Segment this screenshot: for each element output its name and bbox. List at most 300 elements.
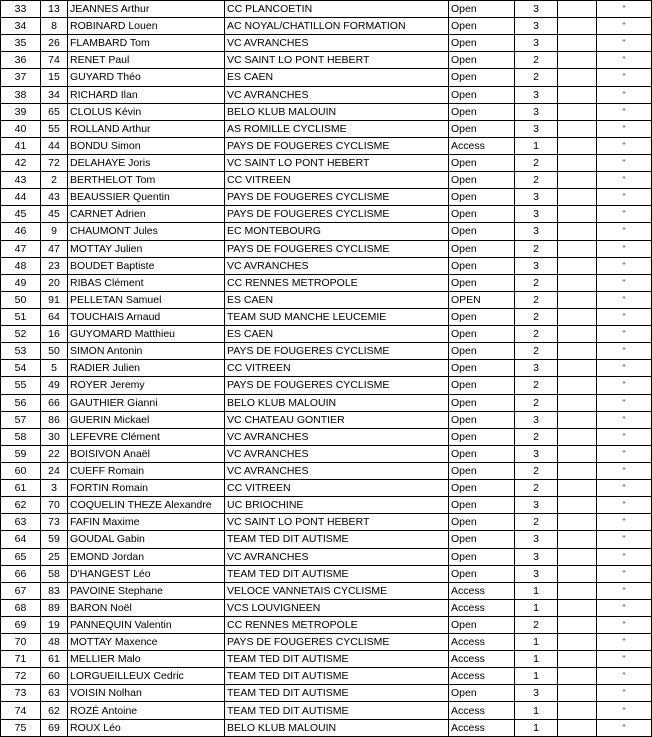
club-cell: ES CAEN	[225, 69, 449, 86]
club-cell: PAYS DE FOUGERES CYCLISME	[225, 240, 449, 257]
points-cell: "	[597, 445, 652, 462]
table-row	[1, 445, 652, 462]
rank-cell: 73	[1, 685, 41, 702]
rider-name-cell: D'HANGEST Léo	[68, 565, 225, 582]
rank-cell: 70	[1, 634, 41, 651]
race-type-cell: Open	[449, 172, 515, 189]
points-cell: "	[597, 52, 652, 69]
rider-name-cell: ROZÉ Antoine	[68, 702, 225, 719]
rank-cell: 56	[1, 394, 41, 411]
points-cell: "	[597, 462, 652, 479]
race-type-cell: Access	[449, 137, 515, 154]
category-cell: 3	[515, 445, 558, 462]
table-row	[1, 651, 652, 668]
bib-number-cell: 70	[41, 497, 68, 514]
empty-cell	[558, 462, 597, 479]
table-row	[1, 18, 652, 35]
category-cell: 3	[515, 548, 558, 565]
table-row	[1, 565, 652, 582]
table-row	[1, 308, 652, 325]
club-cell: BELO KLUB MALOUIN	[225, 394, 449, 411]
points-cell: "	[597, 411, 652, 428]
club-cell: VC AVRANCHES	[225, 445, 449, 462]
bib-number-cell: 66	[41, 394, 68, 411]
points-cell: "	[597, 394, 652, 411]
race-type-cell: Access	[449, 668, 515, 685]
empty-cell	[558, 582, 597, 599]
category-cell: 3	[515, 18, 558, 35]
empty-cell	[558, 103, 597, 120]
empty-cell	[558, 18, 597, 35]
empty-cell	[558, 411, 597, 428]
empty-cell	[558, 702, 597, 719]
category-cell: 2	[515, 394, 558, 411]
rank-cell: 62	[1, 497, 41, 514]
rider-name-cell: LORGUEILLEUX Cedric	[68, 668, 225, 685]
race-type-cell: Open	[449, 411, 515, 428]
race-type-cell: Access	[449, 582, 515, 599]
rank-cell: 51	[1, 308, 41, 325]
race-type-cell: Open	[449, 154, 515, 171]
category-cell: 1	[515, 651, 558, 668]
empty-cell	[558, 634, 597, 651]
rank-cell: 58	[1, 428, 41, 445]
category-cell: 2	[515, 326, 558, 343]
category-cell: 3	[515, 189, 558, 206]
bib-number-cell: 73	[41, 514, 68, 531]
club-cell: UC BRIOCHINE	[225, 497, 449, 514]
empty-cell	[558, 719, 597, 736]
rider-name-cell: RIBAS Clément	[68, 274, 225, 291]
rider-name-cell: FORTIN Romain	[68, 480, 225, 497]
race-type-cell: Open	[449, 514, 515, 531]
club-cell: VC SAINT LO PONT HEBERT	[225, 514, 449, 531]
rank-cell: 59	[1, 445, 41, 462]
category-cell: 3	[515, 497, 558, 514]
category-cell: 1	[515, 702, 558, 719]
club-cell: CC RENNES METROPOLE	[225, 616, 449, 633]
rider-name-cell: BARON Noël	[68, 599, 225, 616]
race-type-cell: Open	[449, 497, 515, 514]
results-body	[1, 1, 652, 737]
points-cell: "	[597, 480, 652, 497]
race-type-cell: Open	[449, 257, 515, 274]
rider-name-cell: TOUCHAIS Arnaud	[68, 308, 225, 325]
bib-number-cell: 20	[41, 274, 68, 291]
rider-name-cell: EMOND Jordan	[68, 548, 225, 565]
category-cell: 3	[515, 35, 558, 52]
empty-cell	[558, 257, 597, 274]
points-cell: "	[597, 1, 652, 18]
empty-cell	[558, 1, 597, 18]
rider-name-cell: ROUX Léo	[68, 719, 225, 736]
table-row	[1, 291, 652, 308]
race-type-cell: Open	[449, 548, 515, 565]
club-cell: TEAM TED DIT AUTISME	[225, 531, 449, 548]
points-cell: "	[597, 702, 652, 719]
bib-number-cell: 2	[41, 172, 68, 189]
race-type-cell: Open	[449, 685, 515, 702]
empty-cell	[558, 445, 597, 462]
club-cell: ES CAEN	[225, 326, 449, 343]
club-cell: TEAM TED DIT AUTISME	[225, 565, 449, 582]
race-type-cell: Access	[449, 651, 515, 668]
table-row	[1, 274, 652, 291]
rank-cell: 47	[1, 240, 41, 257]
empty-cell	[558, 360, 597, 377]
bib-number-cell: 22	[41, 445, 68, 462]
bib-number-cell: 16	[41, 326, 68, 343]
rider-name-cell: CUEFF Romain	[68, 462, 225, 479]
club-cell: CC VITREEN	[225, 360, 449, 377]
category-cell: 1	[515, 582, 558, 599]
rank-cell: 57	[1, 411, 41, 428]
rank-cell: 41	[1, 137, 41, 154]
bib-number-cell: 3	[41, 480, 68, 497]
empty-cell	[558, 599, 597, 616]
club-cell: PAYS DE FOUGERES CYCLISME	[225, 634, 449, 651]
bib-number-cell: 58	[41, 565, 68, 582]
rider-name-cell: BONDU Simon	[68, 137, 225, 154]
rider-name-cell: FLAMBARD Tom	[68, 35, 225, 52]
race-type-cell: Open	[449, 480, 515, 497]
table-row	[1, 685, 652, 702]
empty-cell	[558, 308, 597, 325]
table-row	[1, 206, 652, 223]
rider-name-cell: BEAUSSIER Quentin	[68, 189, 225, 206]
race-type-cell: Open	[449, 445, 515, 462]
empty-cell	[558, 616, 597, 633]
bib-number-cell: 65	[41, 103, 68, 120]
bib-number-cell: 61	[41, 651, 68, 668]
bib-number-cell: 86	[41, 411, 68, 428]
points-cell: "	[597, 582, 652, 599]
race-type-cell: Open	[449, 343, 515, 360]
bib-number-cell: 89	[41, 599, 68, 616]
race-type-cell: Access	[449, 719, 515, 736]
table-row	[1, 52, 652, 69]
points-cell: "	[597, 172, 652, 189]
empty-cell	[558, 531, 597, 548]
points-cell: "	[597, 548, 652, 565]
club-cell: VC AVRANCHES	[225, 86, 449, 103]
bib-number-cell: 44	[41, 137, 68, 154]
race-type-cell: Open	[449, 326, 515, 343]
table-row	[1, 428, 652, 445]
table-row	[1, 257, 652, 274]
rider-name-cell: GOUDAL Gabin	[68, 531, 225, 548]
empty-cell	[558, 154, 597, 171]
club-cell: VC SAINT LO PONT HEBERT	[225, 52, 449, 69]
category-cell: 2	[515, 240, 558, 257]
points-cell: "	[597, 86, 652, 103]
table-row	[1, 1, 652, 18]
rider-name-cell: GUYARD Théo	[68, 69, 225, 86]
points-cell: "	[597, 634, 652, 651]
rank-cell: 55	[1, 377, 41, 394]
points-cell: "	[597, 343, 652, 360]
table-row	[1, 172, 652, 189]
points-cell: "	[597, 616, 652, 633]
category-cell: 2	[515, 428, 558, 445]
category-cell: 2	[515, 514, 558, 531]
category-cell: 2	[515, 52, 558, 69]
rider-name-cell: LEFEVRE Clément	[68, 428, 225, 445]
race-type-cell: Open	[449, 103, 515, 120]
points-cell: "	[597, 514, 652, 531]
club-cell: CC VITREEN	[225, 480, 449, 497]
bib-number-cell: 63	[41, 685, 68, 702]
race-type-cell: Open	[449, 531, 515, 548]
points-cell: "	[597, 206, 652, 223]
race-type-cell: Open	[449, 120, 515, 137]
table-row	[1, 582, 652, 599]
points-cell: "	[597, 326, 652, 343]
race-type-cell: Open	[449, 206, 515, 223]
rank-cell: 42	[1, 154, 41, 171]
rank-cell: 46	[1, 223, 41, 240]
table-row	[1, 702, 652, 719]
rank-cell: 38	[1, 86, 41, 103]
club-cell: VC AVRANCHES	[225, 35, 449, 52]
points-cell: "	[597, 240, 652, 257]
race-type-cell: Access	[449, 634, 515, 651]
club-cell: VELOCE VANNETAIS CYCLISME	[225, 582, 449, 599]
rank-cell: 36	[1, 52, 41, 69]
race-type-cell: Open	[449, 86, 515, 103]
category-cell: 3	[515, 565, 558, 582]
bib-number-cell: 9	[41, 223, 68, 240]
rank-cell: 64	[1, 531, 41, 548]
bib-number-cell: 45	[41, 206, 68, 223]
bib-number-cell: 34	[41, 86, 68, 103]
rank-cell: 34	[1, 18, 41, 35]
empty-cell	[558, 274, 597, 291]
category-cell: 3	[515, 531, 558, 548]
points-cell: "	[597, 223, 652, 240]
points-cell: "	[597, 257, 652, 274]
rider-name-cell: CARNET Adrien	[68, 206, 225, 223]
race-type-cell: Open	[449, 616, 515, 633]
points-cell: "	[597, 668, 652, 685]
club-cell: VC SAINT LO PONT HEBERT	[225, 154, 449, 171]
category-cell: 2	[515, 274, 558, 291]
rank-cell: 44	[1, 189, 41, 206]
table-row	[1, 360, 652, 377]
rank-cell: 66	[1, 565, 41, 582]
race-type-cell: Open	[449, 240, 515, 257]
rank-cell: 33	[1, 1, 41, 18]
rider-name-cell: VOISIN Nolhan	[68, 685, 225, 702]
category-cell: 3	[515, 86, 558, 103]
table-row	[1, 343, 652, 360]
bib-number-cell: 72	[41, 154, 68, 171]
race-type-cell: Open	[449, 223, 515, 240]
empty-cell	[558, 428, 597, 445]
club-cell: TEAM SUD MANCHE LEUCEMIE	[225, 308, 449, 325]
points-cell: "	[597, 377, 652, 394]
table-row	[1, 154, 652, 171]
empty-cell	[558, 240, 597, 257]
category-cell: 2	[515, 462, 558, 479]
category-cell: 3	[515, 103, 558, 120]
points-cell: "	[597, 137, 652, 154]
empty-cell	[558, 514, 597, 531]
table-row	[1, 497, 652, 514]
empty-cell	[558, 565, 597, 582]
rider-name-cell: CLOLUS Kévin	[68, 103, 225, 120]
rider-name-cell: RICHARD Ilan	[68, 86, 225, 103]
table-row	[1, 223, 652, 240]
rank-cell: 61	[1, 480, 41, 497]
race-type-cell: Open	[449, 462, 515, 479]
empty-cell	[558, 137, 597, 154]
points-cell: "	[597, 35, 652, 52]
category-cell: 3	[515, 120, 558, 137]
empty-cell	[558, 548, 597, 565]
race-type-cell: Open	[449, 1, 515, 18]
bib-number-cell: 8	[41, 18, 68, 35]
category-cell: 2	[515, 291, 558, 308]
race-type-cell: Open	[449, 308, 515, 325]
points-cell: "	[597, 565, 652, 582]
category-cell: 2	[515, 343, 558, 360]
rider-name-cell: RENET Paul	[68, 52, 225, 69]
race-type-cell: Open	[449, 35, 515, 52]
bib-number-cell: 50	[41, 343, 68, 360]
points-cell: "	[597, 685, 652, 702]
rider-name-cell: MOTTAY Julien	[68, 240, 225, 257]
bib-number-cell: 59	[41, 531, 68, 548]
empty-cell	[558, 326, 597, 343]
points-cell: "	[597, 189, 652, 206]
rider-name-cell: BOUDET Baptiste	[68, 257, 225, 274]
race-type-cell: Open	[449, 428, 515, 445]
category-cell: 3	[515, 685, 558, 702]
club-cell: TEAM TED DIT AUTISME	[225, 685, 449, 702]
rider-name-cell: BOISIVON Anaël	[68, 445, 225, 462]
rank-cell: 52	[1, 326, 41, 343]
rider-name-cell: ROLLAND Arthur	[68, 120, 225, 137]
bib-number-cell: 23	[41, 257, 68, 274]
rank-cell: 48	[1, 257, 41, 274]
category-cell: 2	[515, 172, 558, 189]
rank-cell: 50	[1, 291, 41, 308]
points-cell: "	[597, 599, 652, 616]
club-cell: VC AVRANCHES	[225, 257, 449, 274]
empty-cell	[558, 35, 597, 52]
bib-number-cell: 15	[41, 69, 68, 86]
race-type-cell: OPEN	[449, 291, 515, 308]
empty-cell	[558, 172, 597, 189]
rider-name-cell: ROYER Jeremy	[68, 377, 225, 394]
race-type-cell: Access	[449, 702, 515, 719]
race-type-cell: Open	[449, 18, 515, 35]
empty-cell	[558, 668, 597, 685]
table-row	[1, 103, 652, 120]
rank-cell: 43	[1, 172, 41, 189]
empty-cell	[558, 685, 597, 702]
bib-number-cell: 13	[41, 1, 68, 18]
rank-cell: 67	[1, 582, 41, 599]
rider-name-cell: MELLIER Malo	[68, 651, 225, 668]
points-cell: "	[597, 103, 652, 120]
bib-number-cell: 48	[41, 634, 68, 651]
race-type-cell: Open	[449, 565, 515, 582]
rank-cell: 72	[1, 668, 41, 685]
rank-cell: 37	[1, 69, 41, 86]
rank-cell: 68	[1, 599, 41, 616]
rank-cell: 65	[1, 548, 41, 565]
category-cell: 3	[515, 223, 558, 240]
rank-cell: 49	[1, 274, 41, 291]
empty-cell	[558, 223, 597, 240]
table-row	[1, 548, 652, 565]
bib-number-cell: 91	[41, 291, 68, 308]
empty-cell	[558, 206, 597, 223]
race-type-cell: Open	[449, 274, 515, 291]
rank-cell: 40	[1, 120, 41, 137]
category-cell: 1	[515, 719, 558, 736]
bib-number-cell: 47	[41, 240, 68, 257]
points-cell: "	[597, 719, 652, 736]
table-row	[1, 668, 652, 685]
bib-number-cell: 49	[41, 377, 68, 394]
club-cell: VCS LOUVIGNEEN	[225, 599, 449, 616]
rank-cell: 35	[1, 35, 41, 52]
empty-cell	[558, 651, 597, 668]
rider-name-cell: GUYOMARD Matthieu	[68, 326, 225, 343]
empty-cell	[558, 189, 597, 206]
club-cell: VC AVRANCHES	[225, 462, 449, 479]
rank-cell: 75	[1, 719, 41, 736]
points-cell: "	[597, 274, 652, 291]
table-row	[1, 377, 652, 394]
bib-number-cell: 24	[41, 462, 68, 479]
empty-cell	[558, 120, 597, 137]
club-cell: AS ROMILLE CYCLISME	[225, 120, 449, 137]
category-cell: 3	[515, 411, 558, 428]
rider-name-cell: SIMON Antonin	[68, 343, 225, 360]
category-cell: 3	[515, 1, 558, 18]
points-cell: "	[597, 120, 652, 137]
bib-number-cell: 25	[41, 548, 68, 565]
empty-cell	[558, 480, 597, 497]
race-type-cell: Open	[449, 360, 515, 377]
category-cell: 3	[515, 206, 558, 223]
club-cell: PAYS DE FOUGERES CYCLISME	[225, 206, 449, 223]
rider-name-cell: FAFIN Maxime	[68, 514, 225, 531]
bib-number-cell: 26	[41, 35, 68, 52]
category-cell: 1	[515, 137, 558, 154]
club-cell: BELO KLUB MALOUIN	[225, 719, 449, 736]
club-cell: EC MONTEBOURG	[225, 223, 449, 240]
bib-number-cell: 69	[41, 719, 68, 736]
points-cell: "	[597, 154, 652, 171]
rider-name-cell: MOTTAY Maxence	[68, 634, 225, 651]
category-cell: 3	[515, 257, 558, 274]
table-row	[1, 35, 652, 52]
rider-name-cell: COQUELIN THEZE Alexandre	[68, 497, 225, 514]
race-type-cell: Open	[449, 52, 515, 69]
category-cell: 1	[515, 634, 558, 651]
bib-number-cell: 5	[41, 360, 68, 377]
rider-name-cell: GUERIN Mickael	[68, 411, 225, 428]
points-cell: "	[597, 69, 652, 86]
rank-cell: 60	[1, 462, 41, 479]
table-row	[1, 599, 652, 616]
category-cell: 2	[515, 154, 558, 171]
